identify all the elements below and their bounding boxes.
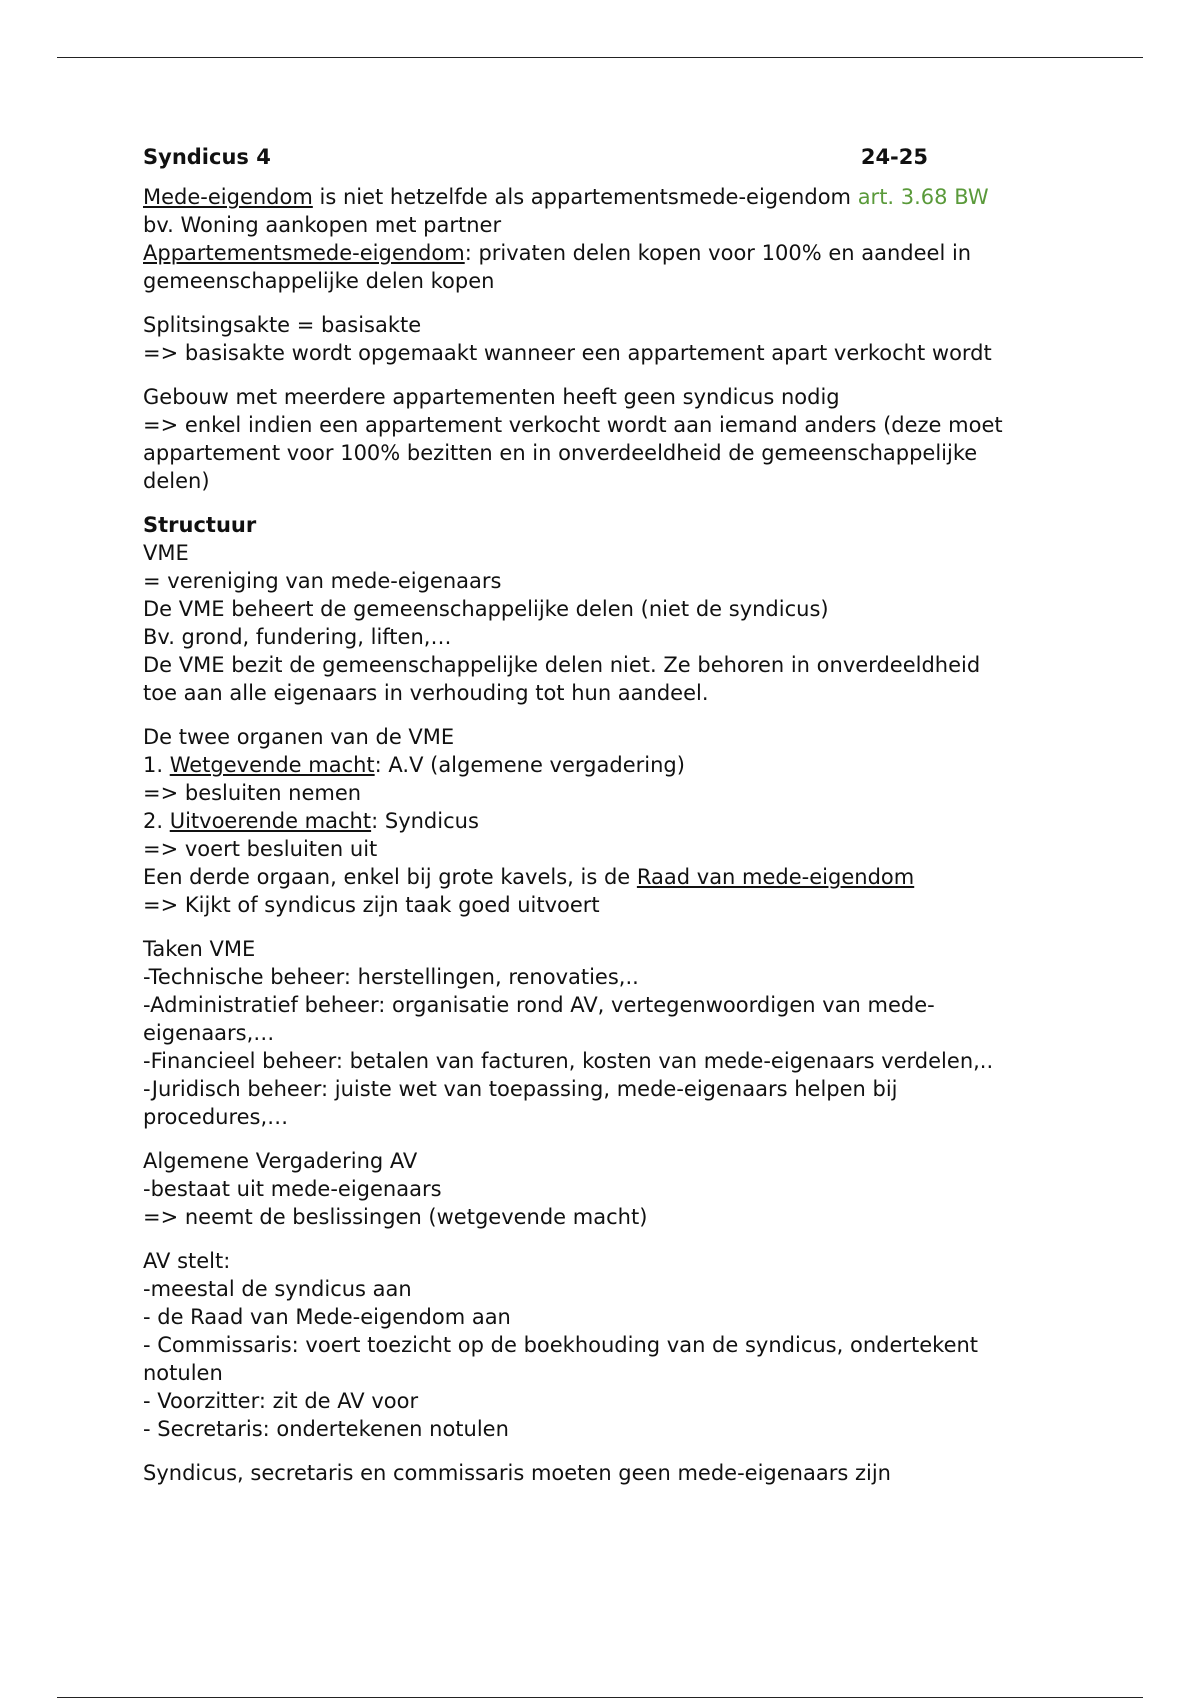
- text-line: [143, 183, 1063, 211]
- document-title: Syndicus 4: [143, 145, 271, 169]
- text-fragment: : A.V (algemene vergadering): [374, 753, 685, 777]
- document-header: [143, 143, 928, 171]
- text-line: - Commissaris: voert toezicht op de boekhouding van de syndicus, ondertekent: [143, 1333, 979, 1357]
- text-line: => enkel indien een appartement verkocht wordt aan iemand anders (deze moet: [143, 413, 1003, 437]
- text-line: [143, 751, 1063, 779]
- text-line: => besluiten nemen: [143, 781, 362, 805]
- paragraph-structuur: [143, 511, 1063, 707]
- text-line: -Technische beheer: herstellingen, renovaties,..: [143, 965, 639, 989]
- text-line: => voert besluiten uit: [143, 837, 378, 861]
- paragraph-gebouw: [143, 383, 1063, 495]
- text-line: -Juridisch beheer: juiste wet van toepassing, mede-eigenaars helpen bij: [143, 1077, 898, 1101]
- paragraph-splitsingsakte: [143, 311, 1063, 367]
- text-fragment: Een derde orgaan, enkel bij grote kavels, is de: [143, 865, 637, 889]
- text-line: - de Raad van Mede-eigendom aan: [143, 1305, 511, 1329]
- list-number: 1.: [143, 753, 170, 777]
- section-heading-structuur: Structuur: [143, 513, 257, 537]
- text-line: notulen: [143, 1361, 223, 1385]
- text-fragment: is niet hetzelfde als appartementsmede-eigendom: [312, 185, 858, 209]
- list-number: 2.: [143, 809, 170, 833]
- text-line: Bv. grond, fundering, liften,…: [143, 625, 452, 649]
- academic-year: 24-25: [860, 145, 928, 169]
- text-line: De VME beheert de gemeenschappelijke delen (niet de syndicus): [143, 597, 829, 621]
- text-line: appartement voor 100% bezitten en in onverdeeldheid de gemeenschappelijke: [143, 441, 978, 465]
- text-line: gemeenschappelijke delen kopen: [143, 269, 495, 293]
- text-line: -Administratief beheer: organisatie rond AV, vertegenwoordigen van mede-: [143, 993, 935, 1017]
- text-line: - Voorzitter: zit de AV voor: [143, 1389, 419, 1413]
- text-line: [143, 239, 1063, 267]
- term-raad-van-mede-eigendom: Raad van mede-eigendom: [636, 865, 915, 889]
- term-wetgevende-macht: Wetgevende macht: [169, 753, 375, 777]
- term-uitvoerende-macht: Uitvoerende macht: [169, 809, 372, 833]
- text-line: [143, 863, 1063, 891]
- top-rule: [57, 57, 1143, 58]
- paragraph-algemene-vergadering: [143, 1147, 1063, 1231]
- paragraph-slot: [143, 1459, 1063, 1487]
- text-line: bv. Woning aankopen met partner: [143, 213, 502, 237]
- text-line: eigenaars,…: [143, 1021, 275, 1045]
- text-line: - Secretaris: ondertekenen notulen: [143, 1417, 509, 1441]
- text-line: VME: [143, 541, 189, 565]
- term-mede-eigendom: Mede-eigendom: [143, 185, 313, 209]
- text-line: De twee organen van de VME: [143, 725, 455, 749]
- law-reference: art. 3.68 BW: [857, 185, 989, 209]
- text-line: [143, 807, 1063, 835]
- paragraph-av-stelt: [143, 1247, 1063, 1443]
- text-line: procedures,…: [143, 1105, 289, 1129]
- text-line: => basisakte wordt opgemaakt wanneer een appartement apart verkocht wordt: [143, 341, 992, 365]
- text-line: AV stelt:: [143, 1249, 231, 1273]
- text-line: Syndicus, secretaris en commissaris moeten geen mede-eigenaars zijn: [143, 1461, 891, 1485]
- text-line: Algemene Vergadering AV: [143, 1149, 418, 1173]
- paragraph-mede-eigendom: [143, 183, 1063, 295]
- paragraph-organen: [143, 723, 1063, 919]
- text-line: delen): [143, 469, 210, 493]
- text-line: Splitsingsakte = basisakte: [143, 313, 422, 337]
- term-appartementsmede-eigendom: Appartementsmede-eigendom: [143, 241, 465, 265]
- text-line: => Kijkt of syndicus zijn taak goed uitvoert: [143, 893, 600, 917]
- text-line: Taken VME: [143, 937, 256, 961]
- text-line: => neemt de beslissingen (wetgevende macht): [143, 1205, 648, 1229]
- paragraph-taken-vme: [143, 935, 1063, 1131]
- bottom-rule: [57, 1697, 1143, 1698]
- text-line: Gebouw met meerdere appartementen heeft geen syndicus nodig: [143, 385, 840, 409]
- text-line: -meestal de syndicus aan: [143, 1277, 412, 1301]
- text-line: -Financieel beheer: betalen van facturen, kosten van mede-eigenaars verdelen,..: [143, 1049, 994, 1073]
- text-fragment: : Syndicus: [371, 809, 479, 833]
- text-line: -bestaat uit mede-eigenaars: [143, 1177, 442, 1201]
- text-line: = vereniging van mede-eigenaars: [143, 569, 502, 593]
- text-line: toe aan alle eigenaars in verhouding tot hun aandeel.: [143, 681, 709, 705]
- document-page: [143, 143, 1063, 1503]
- text-fragment: : privaten delen kopen voor 100% en aandeel in: [464, 241, 972, 265]
- text-line: De VME bezit de gemeenschappelijke delen niet. Ze behoren in onverdeeldheid: [143, 653, 981, 677]
